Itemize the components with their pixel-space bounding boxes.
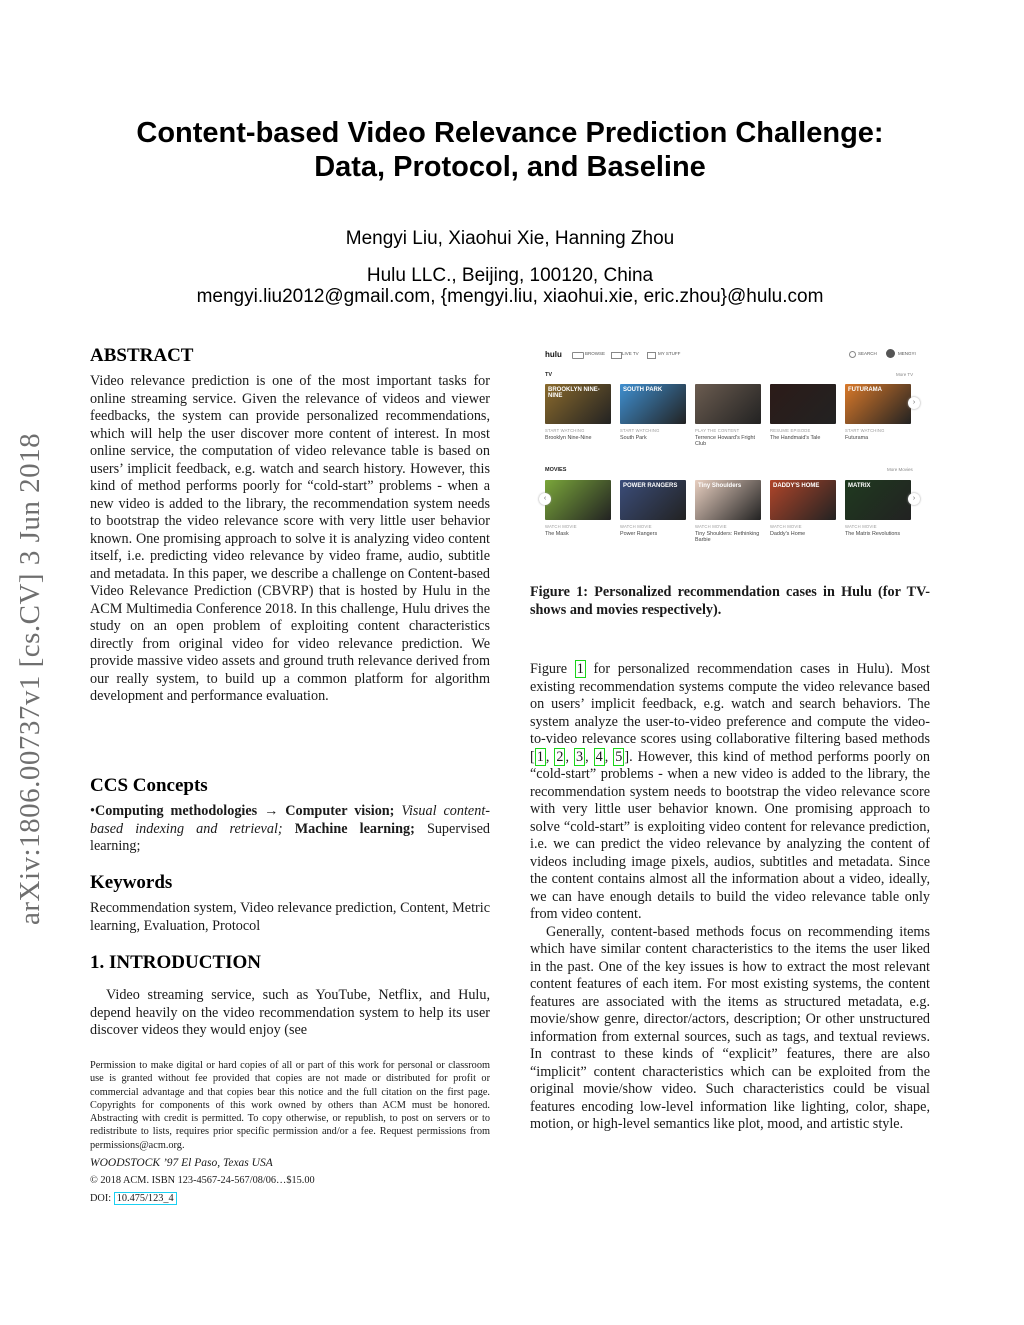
more-tv-link[interactable]: More TV (896, 372, 914, 377)
movie-thumbnail[interactable] (845, 480, 911, 520)
doi-label: DOI: (90, 1192, 114, 1204)
tv-caption[interactable] (695, 428, 761, 448)
movie-caption-title: The Mask (545, 530, 569, 537)
tv-caption[interactable] (545, 428, 611, 448)
movie-caption-title: Power Rangers (620, 530, 658, 537)
ccs-item-2: Computer vision; (285, 803, 395, 819)
keywords-heading: Keywords (90, 872, 173, 893)
doi-link[interactable]: 10.475/123_4 (114, 1192, 177, 1205)
tv-thumbnail-row (545, 384, 911, 424)
figure-ref-link[interactable]: 1 (576, 661, 584, 677)
tv-thumbnail-art-text: FUTURAMA (848, 387, 882, 393)
movie-thumbnail-art-text: DADDY'S HOME (773, 483, 820, 489)
citation-link[interactable]: 4 (595, 748, 603, 765)
movie-caption[interactable] (620, 524, 686, 544)
venue-line: WOODSTOCK ’97 El Paso, Texas USA (90, 1157, 273, 1170)
citation-link[interactable]: 1 (536, 748, 544, 765)
movie-caption-tag: WATCH MOVIE (695, 524, 727, 529)
text-segment: for personalized recommendation cases in Hulu). Most existing recommendation systems compute the video relevance based on users’ implicit feedback, e.g. watch and search behaviors. The system analyze the user-to-video preference and compute the video-to-video relevance scores using collaborative filtering based methods (530, 661, 930, 747)
tv-thumbnail[interactable] (620, 384, 686, 424)
movie-caption[interactable] (695, 524, 761, 544)
permission-text: Permission to make digital or hard copies of all or part of this work for personal or classroom use is granted without fee provided that copies are not made or distributed for profit or commercial advantage and that copies bear this notice and the full citation on the first page. Copyrights for components of this work owned by others than ACM must be honored. Abstracting with credit is permitted. To copy otherwise, or republish, to post on servers or to redistribute to lists, requires prior specific permission and/or a fee. Request permissions from permissions@acm.org. (90, 1060, 490, 1151)
tv-caption[interactable] (845, 428, 911, 448)
movie-thumbnail[interactable] (620, 480, 686, 520)
ccs-heading: CCS Concepts (90, 775, 208, 796)
movie-caption-tag: WATCH MOVIE (545, 524, 577, 529)
citation-link[interactable]: 3 (575, 748, 584, 765)
author-names: Mengyi Liu, Xiaohui Xie, Hanning Zhou (345, 228, 675, 249)
tv-section-label: TV (545, 372, 553, 378)
movie-thumbnail[interactable] (770, 480, 836, 520)
movie-caption-tag: WATCH MOVIE (770, 524, 802, 529)
hulu-figure (537, 348, 922, 548)
abstract-text: Video relevance prediction is one of the most important tasks for online streaming service. Given the relevance of videos and viewer feedbacks, the system can provide personalized recommendations, which will help the user discover more content of interest. In most online service, the computation of video relevance table is based on users’ implicit feedback, e.g. watch and search history. However, this kind of method performs poorly for “cold-start” problems - when a new video is added to the library, the recommendation system needs to bootstrap the video relevance score with very little user behavior known. One promising approach to solve it is analyzing video content itself, i.e. predicting video relevance by video frame, audio, subtitle and metadata. In this paper, we describe a challenge on Content-based Video Relevance Prediction (CBVRP) that is hosted by Hulu in the ACM Multimedia Conference 2018. In this challenge, Hulu drives the study on an open problem of exploiting content characteristics directly from original video for video relevance prediction. We provide massive video assets and ground truth relevance derived from our really system, to build up a common platform for algorithm development and performance evaluation. (90, 373, 490, 704)
right-column-text (530, 661, 930, 1134)
movies-section-label: MOVIES (545, 467, 567, 473)
livetv-icon (611, 352, 622, 359)
movie-thumbnail[interactable] (695, 480, 761, 520)
permission-footnote (90, 1059, 490, 1205)
tv-caption-title: Futurama (845, 434, 869, 441)
ccs-item-1: Computing methodologies (94, 803, 258, 819)
movie-thumbnail[interactable] (545, 480, 611, 520)
movie-caption-tag: WATCH MOVIE (620, 524, 652, 529)
keywords-section (90, 872, 490, 935)
tv-thumbnail[interactable] (545, 384, 611, 424)
ccs-arrow: → (257, 803, 286, 819)
movie-caption-title: Tiny Shoulders: Rethinking Barbie (695, 530, 760, 543)
movies-next-arrow-icon[interactable]: › (908, 493, 920, 505)
copyright-line: © 2018 ACM. ISBN 123-4567-24-567/08/06…$15.00 (90, 1175, 315, 1187)
text-segment: Figure (530, 661, 575, 677)
movies-prev-arrow-icon[interactable]: ‹ (539, 493, 551, 505)
movie-caption[interactable] (770, 524, 836, 544)
keywords-text: Recommendation system, Video relevance prediction, Content, Metric learning, Evaluation, Protocol (90, 900, 490, 934)
ccs-text (90, 803, 490, 856)
movie-caption-title: The Matrix Revolutions (845, 530, 901, 537)
movie-caption[interactable] (545, 524, 611, 544)
tv-caption-title: The Handmaid's Tale (770, 434, 821, 441)
citation-link[interactable]: 5 (615, 748, 623, 765)
nav-mystuff[interactable]: MY STUFF (658, 351, 681, 356)
tv-thumbnail[interactable] (695, 384, 761, 424)
tv-caption-title: South Park (620, 434, 647, 441)
movies-caption-row (545, 524, 911, 544)
browse-icon (572, 352, 584, 359)
avatar[interactable] (886, 349, 895, 358)
figure-caption: Figure 1: Personalized recommendation cases in Hulu (for TV-shows and movies respectively). (530, 584, 930, 618)
ccs-item-4: Machine learning; (282, 820, 415, 837)
tv-caption-title: Brooklyn Nine-Nine (545, 434, 592, 441)
text-segment: . However, this kind of method performs poorly on “cold-start” problems - when a new video is added to the library, the recommendation system needs to bootstrap the video relevance score with very little user behavior known. One promising approach to solve “cold-start” is exploiting video content for relevance prediction, i.e. we can predict the video relevance by analyzing the content of videos including image pixels, audios, subtitles and metadata. Since the content contains almost all the information about a video, ideally, we can have enough details to build the video relevance table only from video content. (530, 748, 930, 922)
citation-link[interactable]: 2 (556, 748, 564, 765)
mystuff-icon (647, 352, 656, 359)
paper-title (60, 116, 960, 184)
doi-line (90, 1192, 490, 1205)
tv-thumbnail[interactable] (770, 384, 836, 424)
author-affiliation: Hulu LLC., Beijing, 100120, China (366, 265, 654, 286)
ccs-bullet: • (90, 803, 95, 819)
abstract-section (90, 345, 490, 706)
nav-search[interactable]: SEARCH (858, 351, 877, 356)
ccs-item-3: Visual content-based indexing and retrieval; (90, 803, 490, 837)
tv-thumbnail-art-text: SOUTH PARK (623, 387, 663, 393)
citation-group: [ 1 , 2 , 3 , 4 , 5 ] (530, 748, 630, 765)
tv-next-arrow-icon[interactable]: › (908, 397, 920, 409)
tv-thumbnail-art-text: BROOKLYN NINE-NINE (548, 387, 600, 399)
arxiv-stamp: arXiv:1806.00737v1 [cs.CV] 3 Jun 2018 (14, 432, 46, 925)
ccs-section (90, 775, 490, 856)
movies-thumbnail-row (545, 480, 911, 520)
author-emails: mengyi.liu2012@gmail.com, {mengyi.liu, xiaohui.xie, eric.zhou}@hulu.com (196, 286, 824, 307)
abstract-heading: ABSTRACT (90, 345, 194, 366)
introduction-heading: 1. INTRODUCTION (90, 952, 262, 973)
movie-caption[interactable] (845, 524, 911, 544)
movie-caption-title: Daddy's Home (770, 530, 806, 537)
title-line-2: Data, Protocol, and Baseline (314, 151, 706, 183)
content-based-paragraph: Generally, content-based methods focus on recommending items which have similar content characteristics to the items the user liked in the past. One of the key issues is how to extract the most relevant content features of each item. For most existing systems, the content features are associated with the items as structured metadata, e.g. movie/show genre, director/actors, description; Or other unstructured information from external sources, such as tags, and textual reviews. In contrast to these kinds of “explicit” features, there are also “implicit” content characteristics which can be exploited from the original movie/show video. Such characteristics could be visual features encoding low-level information like lighting, color, shape, motion, or high-level semantics like plot, mood, and artistic style. (530, 923, 930, 1132)
nav-user[interactable]: MENGYI (898, 351, 916, 356)
tv-caption-tag: START WATCHING (620, 428, 660, 433)
tv-caption[interactable] (770, 428, 836, 448)
movie-thumbnail-art-text: POWER RANGERS (623, 483, 678, 489)
movie-thumbnail-art-text: Tiny Shoulders (698, 483, 742, 489)
movie-thumbnail-art-text: MATRIX (848, 483, 871, 489)
nav-livetv[interactable]: LIVE TV (622, 351, 639, 356)
introduction-section (90, 952, 490, 1040)
tv-thumbnail[interactable] (845, 384, 911, 424)
tv-caption-tag: RESUME EPISODE (770, 428, 811, 433)
title-line-1: Content-based Video Relevance Prediction Challenge: (136, 117, 884, 149)
ccs-item-5: Supervised learning; (90, 820, 490, 854)
tv-caption-tag: PLAY THE CONTENT (695, 428, 740, 433)
search-icon (849, 351, 856, 358)
tv-caption-tag: START WATCHING (845, 428, 885, 433)
tv-caption[interactable] (620, 428, 686, 448)
nav-browse[interactable]: BROWSE (585, 351, 606, 356)
more-movies-link[interactable]: More Movies (887, 467, 913, 472)
hulu-logo: hulu (545, 350, 562, 359)
introduction-text: Video streaming service, such as YouTube, Netflix, and Hulu, depend heavily on the video recommendation system to help its user discover videos they would enjoy (see (90, 987, 490, 1038)
tv-caption-tag: START WATCHING (545, 428, 585, 433)
movie-caption-tag: WATCH MOVIE (845, 524, 877, 529)
tv-caption-row (545, 428, 911, 448)
tv-caption-title: Terrence Howard's Fright Club (695, 434, 756, 447)
intro-paragraph-cont (530, 661, 930, 924)
